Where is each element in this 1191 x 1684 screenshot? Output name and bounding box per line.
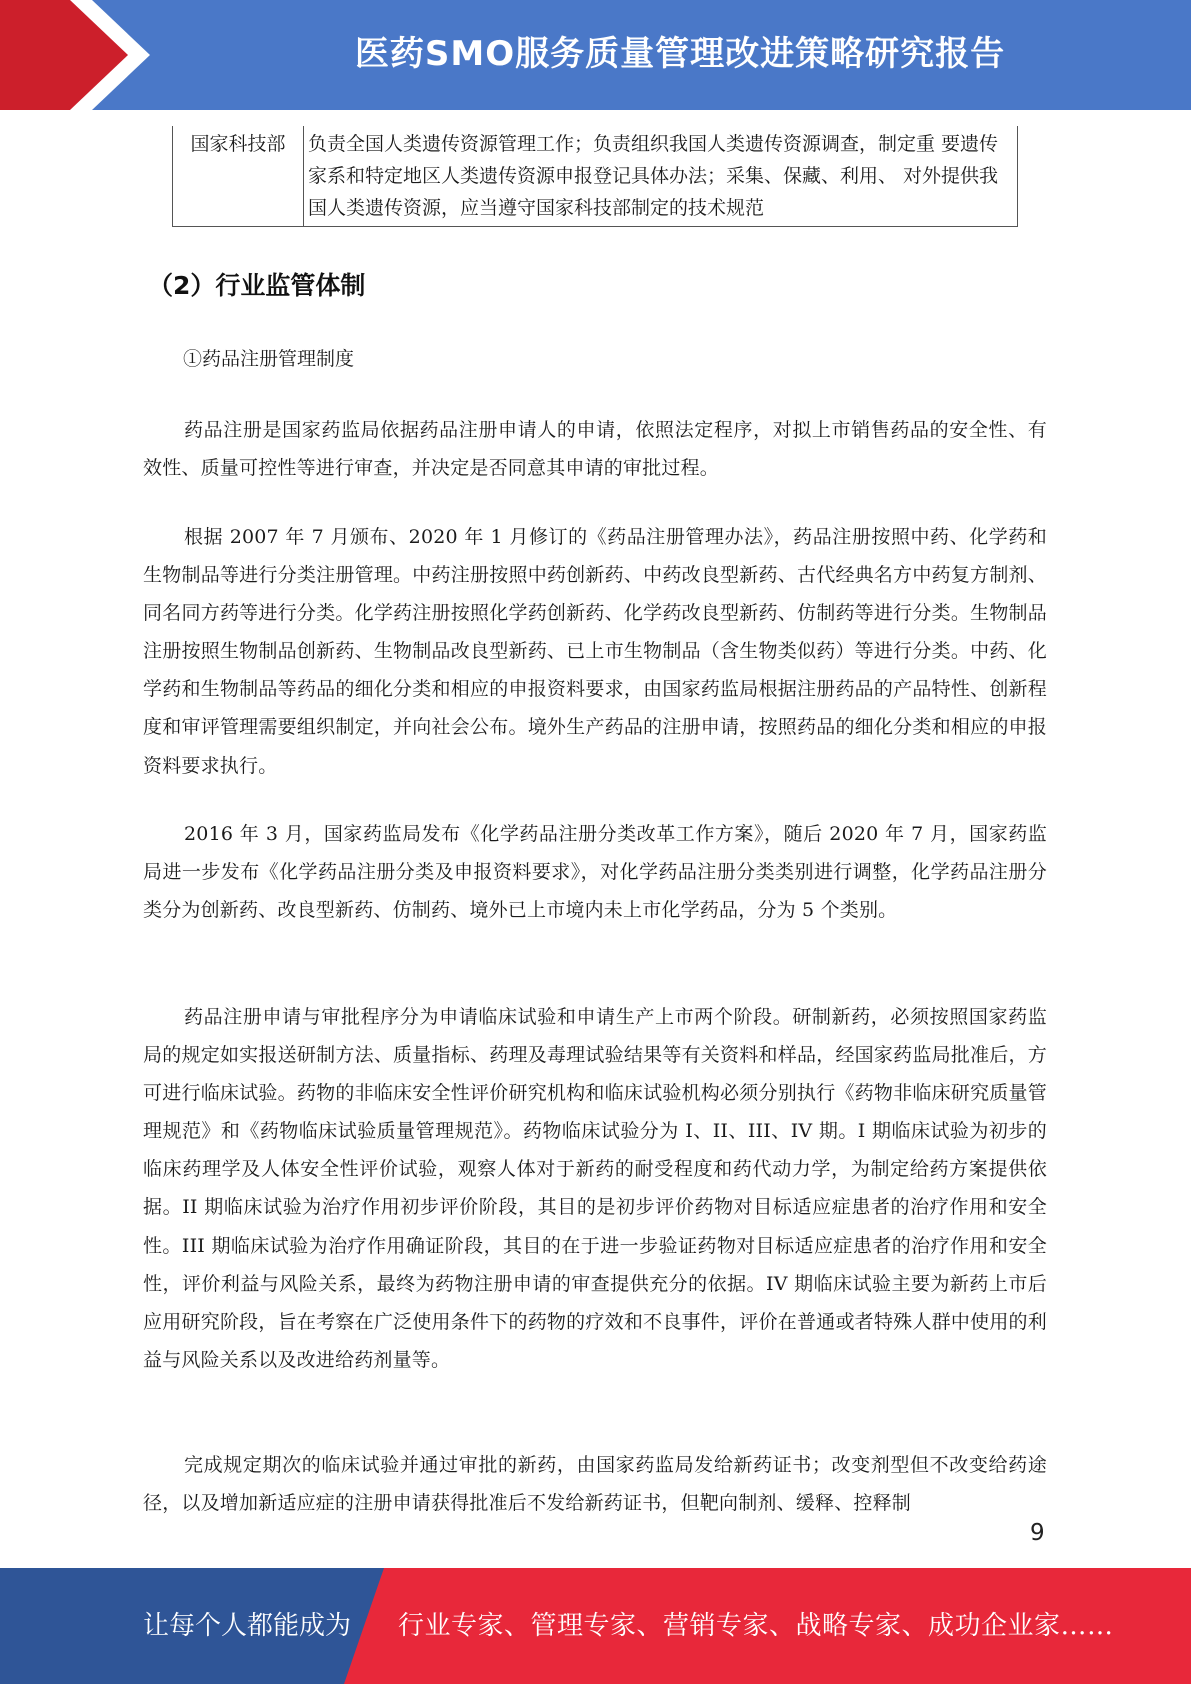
paragraph: 根据 2007 年 7 月颁布、2020 年 1 月修订的《药品注册管理办法》，药品注册按照中药、化学药和生物制品等进行分类注册管理。中药注册按照中药创新药、中药改良型新药、古代经典名方中药复方制剂、同名同方药等进行分类。化学药注册按照化学药创新药、化学药改良型新药、仿制药等进行分类。生物制品注册按照生物制品创新药、生物制品改良型新药、已上市生物制品（含生物类似药）等进行分类。中药、化学药和生物制品等药品的细化分类和相应的申报资料要求，由国家药监局根据注册药品的产品特性、创新程度和审评管理需要组织制定，并向社会公布。境外生产药品的注册申请，按照药品的细化分类和相应的申报资料要求执行。 [143, 526, 1047, 777]
subsection-heading: ①药品注册管理制度 [183, 348, 355, 370]
section-heading: （2）行业监管体制 [148, 271, 366, 300]
paragraph: 2016 年 3 月，国家药监局发布《化学药品注册分类改革工作方案》，随后 2020 年 7 月，国家药监局进一步发布《化学药品注册分类及申报资料要求》，对化学药品注册分类类别进行调整，化学药品注册分类分为创新药、改良型新药、仿制药、境外已上市境内未上市化学药品，分为 5 个类别。 [143, 823, 1047, 922]
report-title: 医药SMO服务质量管理改进策略研究报告 [354, 34, 1006, 74]
footer-slogan-right: 行业专家、管理专家、营销专家、战略专家、成功企业家…… [398, 1611, 1114, 1641]
duties-cell: 负责全国人类遗传资源管理工作；负责组织我国人类遗传资源调查，制定重 要遗传家系和特定地区人类遗传资源申报登记具体办法；采集、保藏、利用、 对外提供我国人类遗传资源，应当遵守国家科技部制定的技术规范 [304, 126, 1018, 227]
agency-cell: 国家科技部 [173, 126, 304, 227]
page-header [0, 0, 1191, 110]
paragraph: 药品注册是国家药监局依据药品注册申请人的申请，依照法定程序，对拟上市销售药品的安全性、有效性、质量可控性等进行审查，并决定是否同意其申请的审批过程。 [143, 419, 1047, 480]
paragraph: 药品注册申请与审批程序分为申请临床试验和申请生产上市两个阶段。研制新药，必须按照国家药监局的规定如实报送研制方法、质量指标、药理及毒理试验结果等有关资料和样品，经国家药监局批准后，方可进行临床试验。药物的非临床安全性评价研究机构和临床试验机构必须分别执行《药物非临床研究质量管理规范》和《药物临床试验质量管理规范》。药物临床试验分为 I、II、III、IV 期。I 期临床试验为初步的临床药理学及人体安全性评价试验，观察人体对于新药的耐受程度和药代动力学，为制定给药方案提供依据。II 期临床试验为治疗作用初步评价阶段，其目的是初步评价药物对目标适应症患者的治疗作用和安全性。III 期临床试验为治疗作用确证阶段，其目的在于进一步验证药物对目标适应症患者的治疗作用和安全性，评价利益与风险关系，最终为药物注册申请的审查提供充分的依据。IV 期临床试验主要为新药上市后应用研究阶段，旨在考察在广泛使用条件下的药物的疗效和不良事件，评价在普通或者特殊人群中使用的利益与风险关系以及改进给药剂量等。 [143, 1006, 1047, 1371]
paragraph: 完成规定期次的临床试验并通过审批的新药，由国家药监局发给新药证书；改变剂型但不改变给药途径，以及增加新适应症的注册申请获得批准后不发给新药证书，但靶向制剂、缓释、控释制 [143, 1454, 1047, 1515]
page-footer [0, 1568, 1191, 1684]
table-row [173, 126, 1018, 227]
footer-slogan-left: 让每个人都能成为 [143, 1611, 352, 1641]
page-number: 9 [1030, 1520, 1045, 1546]
header-chevron-decoration [0, 0, 160, 110]
regulatory-agency-table [172, 126, 1018, 227]
